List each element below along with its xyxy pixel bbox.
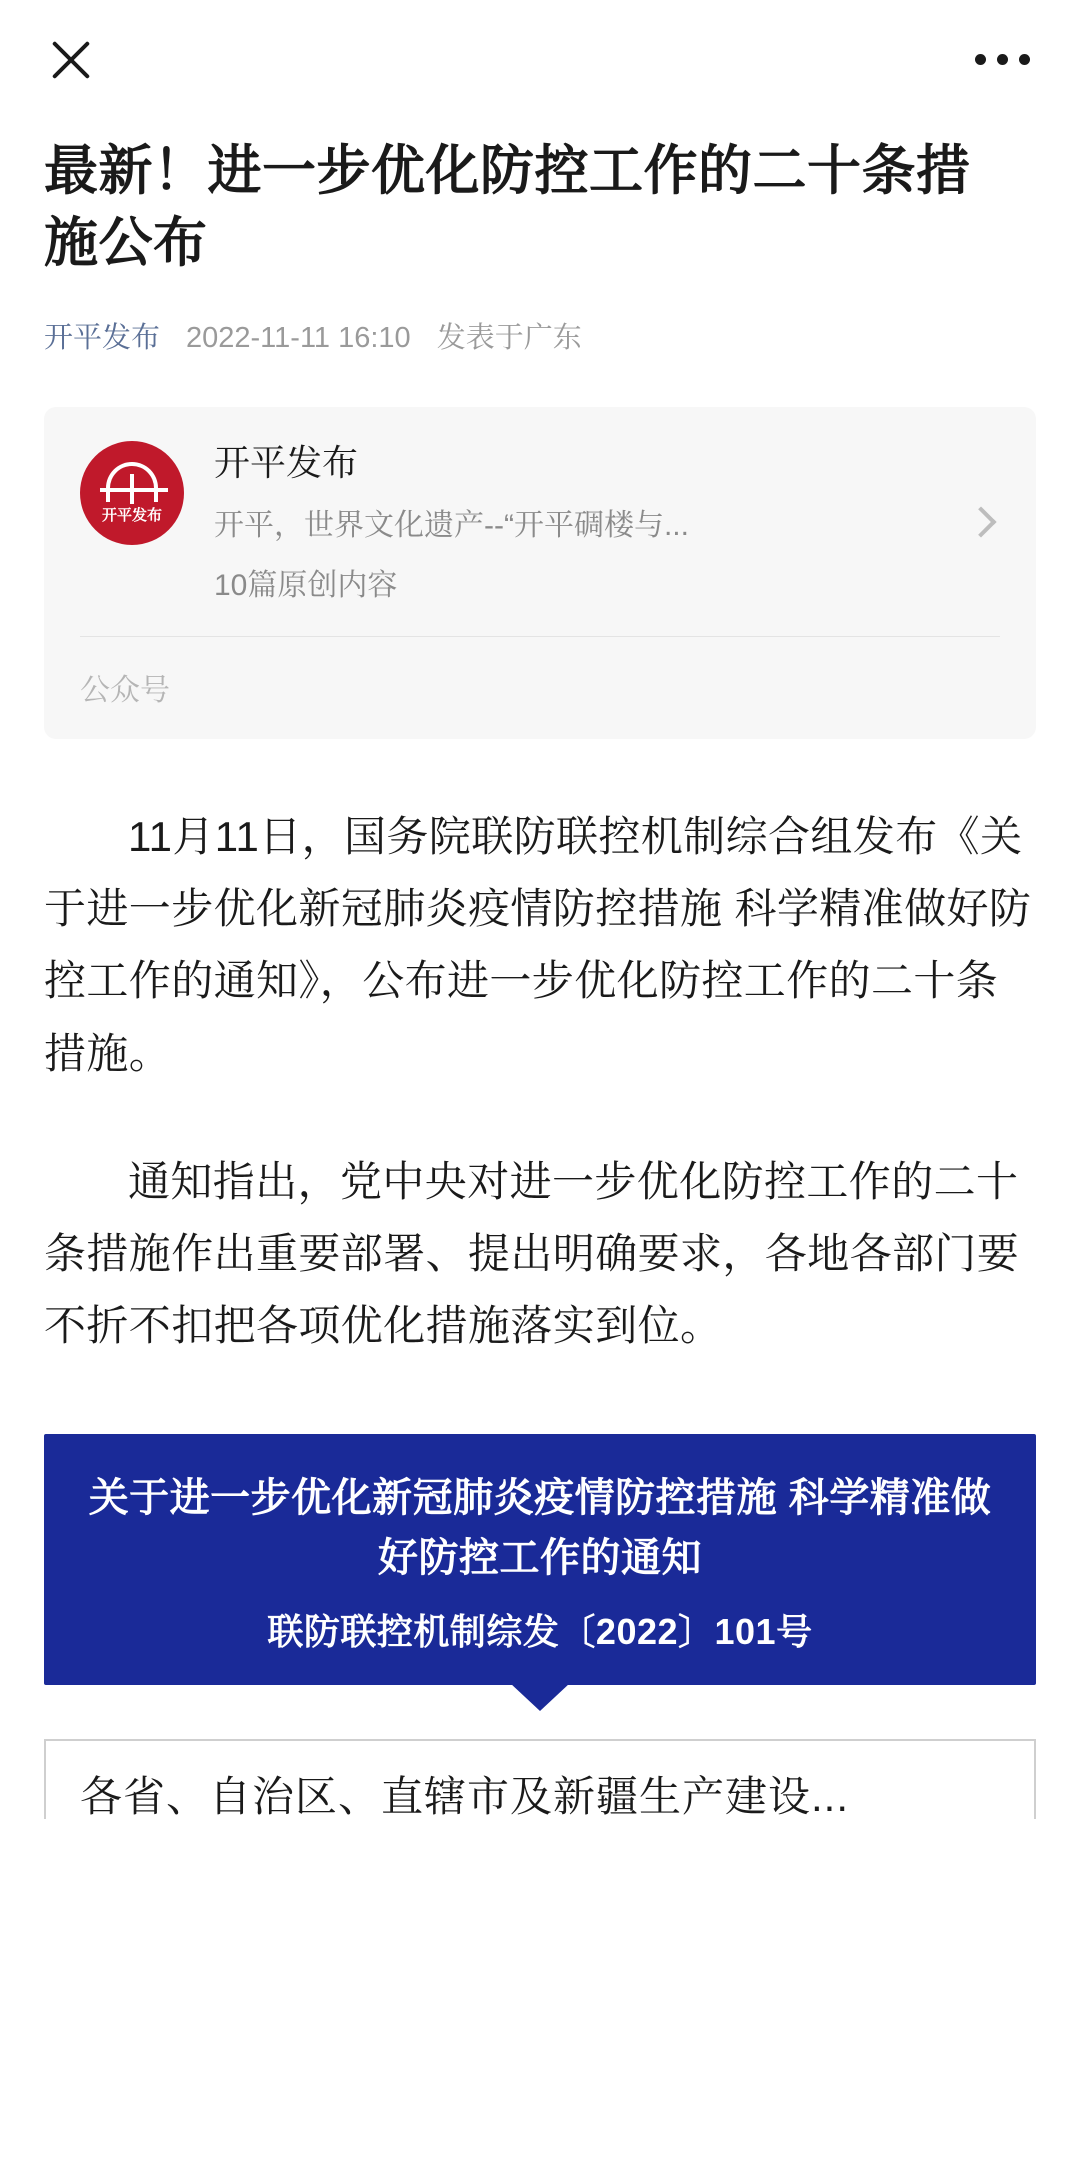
avatar-label: 开平发布	[101, 507, 162, 525]
avatar	[80, 441, 184, 545]
document-first-line: 各省、自治区、直辖市及新疆生产建设...	[80, 1773, 850, 1820]
more-options-icon[interactable]	[971, 44, 1034, 75]
meta-timestamp: 2022-11-11 16:10	[186, 321, 411, 354]
tower-icon	[106, 462, 158, 502]
meta-ip-location: 发表于广东	[436, 321, 582, 354]
card-footer-label: 公众号	[80, 673, 170, 707]
article-content	[0, 136, 1080, 1685]
chevron-right-icon[interactable]	[965, 507, 996, 538]
account-article-count: 10篇原创内容	[214, 568, 398, 602]
more-dot	[975, 54, 986, 65]
notice-banner-subtitle: 联防联控机制综发〔2022〕101号	[267, 1611, 813, 1653]
notice-banner	[44, 1434, 1036, 1685]
close-icon[interactable]	[40, 28, 102, 90]
notice-banner-body	[44, 1434, 1036, 1685]
page-title: 最新！进一步优化防控工作的二十条措施公布	[44, 141, 971, 273]
article-paragraph: 通知指出，党中央对进一步优化防控工作的二十条措施作出重要部署、提出明确要求，各地各部门要不折不扣把各项优化措施落实到位。	[44, 1157, 1020, 1350]
account-description: 开平，世界文化遗产--“开平碉楼与...	[214, 508, 689, 542]
official-account-card[interactable]	[44, 407, 1036, 739]
article-meta	[44, 321, 1036, 354]
document-body-box	[44, 1739, 1036, 1819]
top-bar	[0, 0, 1080, 118]
more-dot	[1019, 54, 1030, 65]
account-name: 开平发布	[214, 441, 359, 483]
official-account-card-top	[80, 441, 1000, 604]
notice-banner-title: 关于进一步优化新冠肺炎疫情防控措施 科学精准做好防控工作的通知	[88, 1476, 992, 1581]
article-paragraph: 11月11日，国务院联防联控机制综合组发布《关于进一步优化新冠肺炎疫情防控措施 科学精准做好防控工作的通知》，公布进一步优化防控工作的二十条措施。	[44, 812, 1032, 1077]
meta-account-name[interactable]: 开平发布	[44, 321, 161, 354]
official-account-info	[184, 441, 954, 604]
more-dot	[997, 54, 1008, 65]
banner-arrow-icon	[510, 1683, 570, 1711]
